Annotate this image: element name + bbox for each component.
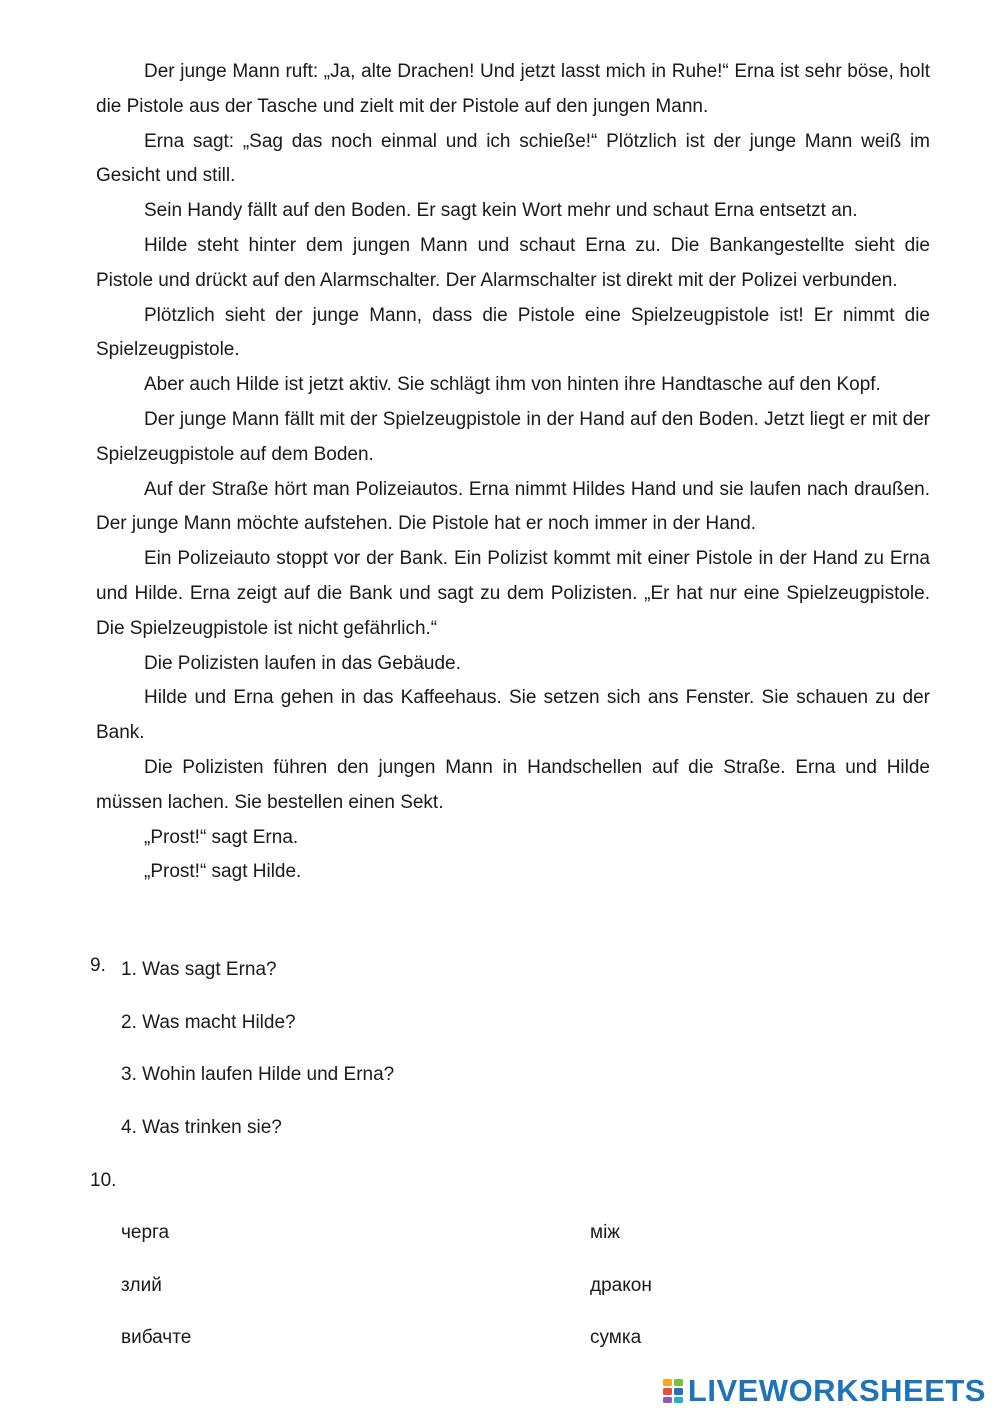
liveworksheets-logo-icon bbox=[662, 1378, 684, 1404]
story-paragraph: Sein Handy fällt auf den Boden. Er sagt kein Wort mehr und schaut Erna entsetzt an. bbox=[144, 200, 858, 222]
exercise-9-number: 9. bbox=[90, 955, 106, 976]
liveworksheets-logo bbox=[662, 1375, 986, 1406]
story-paragraph: Erna sagt: „Sag das noch einmal und ich schieße!“ Plötzlich ist der junge Mann weiß im Gesicht und still. bbox=[96, 130, 930, 187]
story-paragraph: Der junge Mann ruft: „Ja, alte Drachen! Und jetzt lasst mich in Ruhe!“ Erna ist sehr böse, holt die Pistole aus der Tasche und zielt mit der Pistole auf den jungen Mann. bbox=[96, 61, 930, 117]
story-paragraph: „Prost!“ sagt Hilde. bbox=[144, 861, 302, 883]
question-4: 4. Was trinken sie? bbox=[121, 1116, 282, 1138]
vocab-word: між bbox=[590, 1222, 620, 1243]
question-1: 1. Was sagt Erna? bbox=[121, 959, 277, 980]
story-paragraph: „Prost!“ sagt Erna. bbox=[144, 826, 299, 848]
story-paragraph: Plötzlich sieht der junge Mann, dass die Pistole eine Spielzeugpistole ist! Er nimmt die Spielzeugpistole. bbox=[96, 304, 930, 361]
story-paragraph: Ein Polizeiauto stoppt vor der Bank. Ein Polizist kommt mit einer Pistole in der Hand zu Erna und Hilde. Erna zeigt auf die Bank und sagt zu dem Polizisten. „Er hat nur eine Spielzeugpistole. Die Spielzeugpistole ist nicht gefährlich.“ bbox=[96, 548, 930, 639]
story-paragraph: Der junge Mann fällt mit der Spielzeugpistole in der Hand auf den Boden. Jetzt liegt er mit der Spielzeugpistole auf dem Boden. bbox=[96, 408, 930, 465]
story-paragraph: Auf der Straße hört man Polizeiautos. Erna nimmt Hildes Hand und sie laufen nach draußen. Der junge Mann möchte aufstehen. Die Pistole hat er noch immer in der Hand. bbox=[96, 478, 930, 535]
vocabulary-grid bbox=[121, 1218, 821, 1376]
story-text bbox=[96, 55, 930, 890]
vocab-word: злий bbox=[121, 1274, 162, 1296]
vocab-row bbox=[121, 1218, 821, 1271]
vocab-word: сумка bbox=[590, 1327, 642, 1348]
story-paragraph: Hilde steht hinter dem jungen Mann und schaut Erna zu. Die Bankangestellte sieht die Pistole und drückt auf den Alarmschalter. Der Alarmschalter ist direkt mit der Polizei verbunden. bbox=[96, 234, 930, 291]
story-paragraph: Aber auch Hilde ist jetzt aktiv. Sie schlägt ihm von hinten ihre Handtasche auf den Kopf. bbox=[144, 374, 881, 396]
vocab-row bbox=[121, 1323, 821, 1376]
exercise-10-number: 10. bbox=[90, 1170, 117, 1191]
story-paragraph: Die Polizisten führen den jungen Mann in Handschellen auf die Straße. Erna und Hilde müssen lachen. Sie bestellen einen Sekt. bbox=[96, 756, 930, 813]
liveworksheets-logo-text: LIVEWORKSHEETS bbox=[687, 1373, 986, 1408]
question-2: 2. Was macht Hilde? bbox=[121, 1011, 296, 1033]
vocab-row bbox=[121, 1271, 821, 1324]
vocab-word: вибачте bbox=[121, 1327, 192, 1348]
story-paragraph: Hilde und Erna gehen in das Kaffeehaus. Sie setzen sich ans Fenster. Sie schauen zu der Bank. bbox=[96, 687, 930, 744]
question-list bbox=[121, 955, 394, 1165]
vocab-word: дракон bbox=[590, 1274, 652, 1296]
question-3: 3. Wohin laufen Hilde und Erna? bbox=[121, 1064, 395, 1085]
story-paragraph: Die Polizisten laufen in das Gebäude. bbox=[144, 652, 461, 674]
vocab-word: черга bbox=[121, 1222, 170, 1243]
